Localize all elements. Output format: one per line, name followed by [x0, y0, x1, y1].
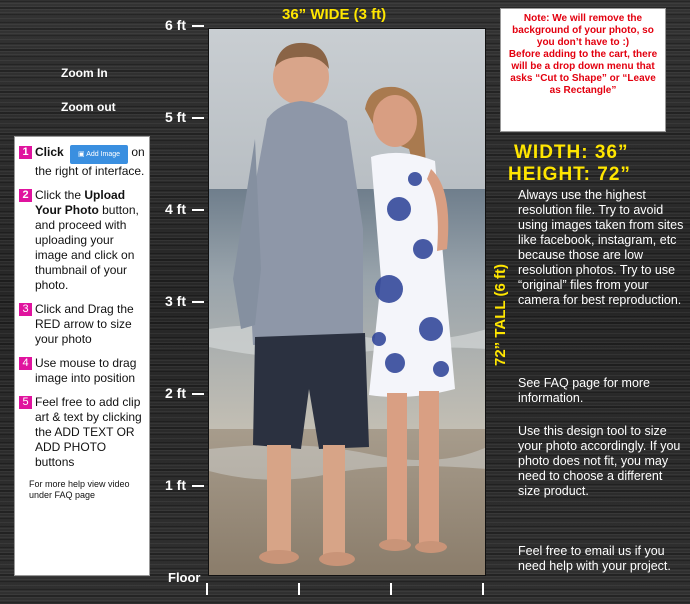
floor-tick	[206, 583, 208, 595]
step-4-text: Use mouse to drag image into position	[35, 356, 137, 385]
instructions-panel	[14, 136, 150, 576]
step-number: 1	[19, 146, 32, 159]
step-3	[19, 302, 145, 347]
add-image-button-label: Add Image	[86, 151, 121, 158]
ruler-label-6ft: 6 ft	[165, 17, 186, 33]
ruler-tick	[192, 25, 204, 27]
ruler-tick	[192, 209, 204, 211]
ruler-tick	[192, 301, 204, 303]
floor-tick	[482, 583, 484, 595]
floor-tick	[390, 583, 392, 595]
step-2	[19, 188, 145, 293]
step-3-text: Click and Drag the RED arrow to size your photo	[35, 302, 134, 346]
help-text: For more help view video under FAQ page	[29, 479, 130, 500]
ruler-tick	[192, 117, 204, 119]
step-4	[19, 356, 145, 386]
step-2-pre: Click the	[35, 188, 82, 202]
ruler-label-2ft: 2 ft	[165, 385, 186, 401]
ruler-label-5ft: 5 ft	[165, 109, 186, 125]
floor-label: Floor	[168, 570, 201, 585]
faq-tip: See FAQ page for more information.	[518, 376, 651, 405]
email-tip: Feel free to email us if you need help with your project.	[518, 544, 671, 573]
step-2-bold: Upload Your Photo	[35, 188, 126, 217]
height-dimension-label: 72” TALL (6 ft)	[492, 264, 509, 366]
zoom-in-button[interactable]: Zoom In	[61, 66, 108, 80]
step-number: 2	[19, 189, 32, 202]
zoom-out-button[interactable]: Zoom out	[61, 100, 116, 114]
uploaded-photo[interactable]	[209, 29, 486, 576]
step-5	[19, 395, 145, 470]
resolution-tip: Always use the highest resolution file. Try to avoid using images taken from sites like facebook, instagram, etc because those are low resolution photos. Try to use “original” files from your camera for best reproduction.	[518, 188, 684, 307]
step-1-post: on the right of interface.	[35, 145, 145, 178]
ruler-label-4ft: 4 ft	[165, 201, 186, 217]
width-dimension-label: 36” WIDE (3 ft)	[282, 6, 387, 23]
design-canvas[interactable]	[208, 28, 486, 576]
ruler-label-1ft: 1 ft	[165, 477, 186, 493]
floor-tick	[298, 583, 300, 595]
step-1	[19, 145, 145, 179]
step-1-pre: Click	[35, 145, 64, 159]
step-number: 3	[19, 303, 32, 316]
width-value: WIDTH: 36”	[514, 142, 629, 163]
background-removal-note	[500, 8, 666, 132]
note-line-1: Note: We will remove the background of your photo, so you don’t have to :)	[512, 13, 654, 48]
step-2-post: button, and proceed with uploading your image and click on thumbnail of your photo.	[35, 203, 139, 292]
add-image-button[interactable]	[70, 145, 128, 164]
note-line-2: Before adding to the cart, there will be a drop down menu that asks “Cut to Shape” or “Leave as Rectangle”	[508, 49, 658, 96]
image-icon: ▣	[78, 151, 85, 158]
height-value: HEIGHT: 72”	[508, 164, 631, 185]
sizing-tip: Use this design tool to size your photo accordingly. If you photo does not fit, you may need to choose a different size product.	[518, 424, 681, 498]
step-5-text: Feel free to add clip art & text by clicking the ADD TEXT OR ADD PHOTO buttons	[35, 395, 142, 469]
step-number: 5	[19, 396, 32, 409]
ruler-label-3ft: 3 ft	[165, 293, 186, 309]
step-number: 4	[19, 357, 32, 370]
ruler-tick	[192, 393, 204, 395]
ruler-tick	[192, 485, 204, 487]
